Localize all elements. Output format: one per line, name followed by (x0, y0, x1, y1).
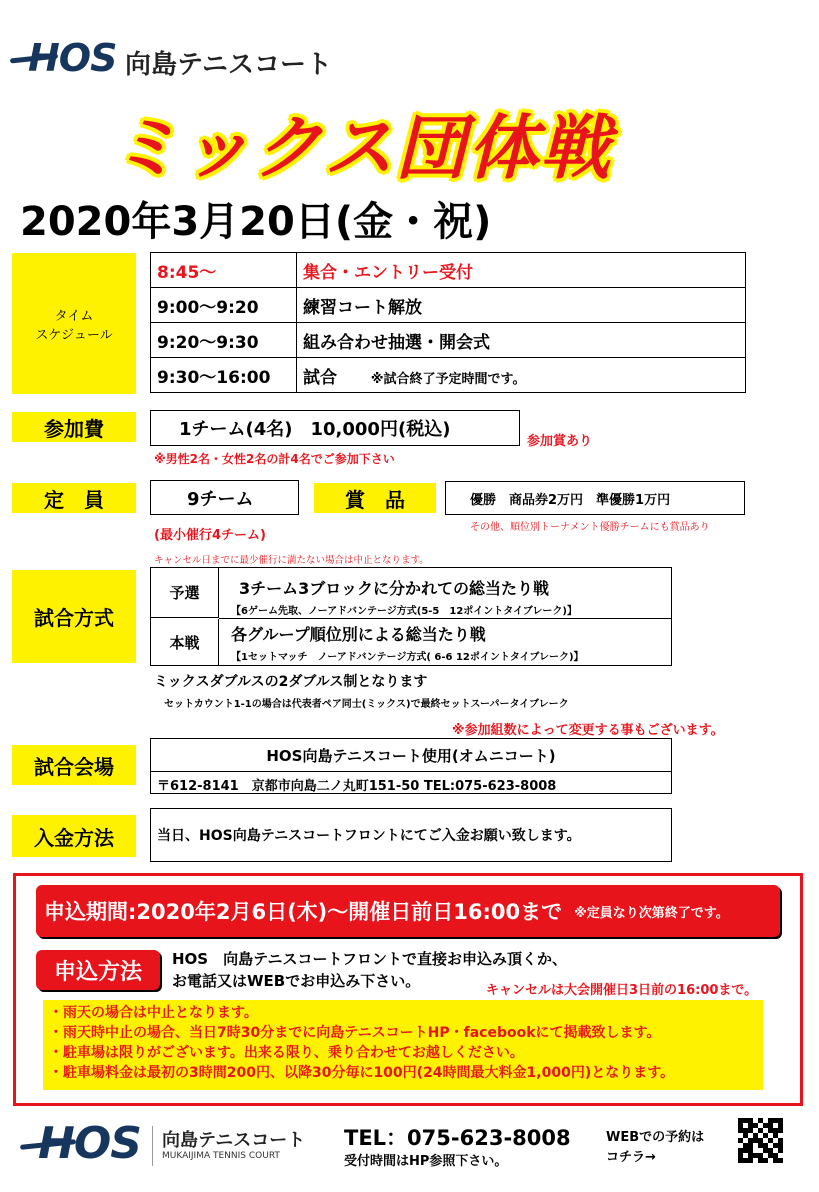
application-period-bar (36, 885, 780, 937)
format-label: 試合方式 (12, 570, 136, 663)
prize-label: 賞 品 (314, 483, 436, 513)
venue-name: HOS向島テニスコート使用(オムニコート) (266, 747, 556, 765)
method-label: 申込方法 (36, 950, 160, 990)
note-rain: ・雨天の場合は中止となります。 (49, 1005, 258, 1021)
application-period-note: ※定員なり次第終了です。 (574, 905, 729, 921)
logo-text: HOS (28, 36, 117, 80)
footer-venue-roman: MUKAIJIMA TENNIS COURT (162, 1151, 280, 1161)
footer-divider (152, 1126, 153, 1166)
qr-code[interactable] (738, 1118, 783, 1163)
schedule-note: ※試合終了予定時間です。 (370, 371, 526, 387)
event-date: 2020年3月20日(金・祝) (20, 199, 492, 245)
footer-venue-name: 向島テニスコート (162, 1130, 306, 1151)
payment-label: 入金方法 (12, 815, 136, 857)
prize-value: 優勝 商品券2万円 準優勝1万円 (445, 481, 745, 515)
footer-logo (20, 1118, 145, 1170)
footer-hours-note: 受付時間はHP参照下さい。 (344, 1154, 508, 1169)
schedule-event: 練習コート解放 (297, 288, 746, 323)
qualifier-title: 3チーム3ブロックに分かれての総当たり戦 (239, 579, 549, 598)
fee-value: 1チーム(4名) 10,000円(税込) (150, 410, 520, 446)
note-parking-fee: ・駐車場料金は最初の3時間200円、以降30分毎に100円(24時間最大料金1,000円)となります。 (49, 1065, 675, 1081)
venue-label: 試合会場 (12, 745, 136, 785)
venue-box (150, 738, 672, 794)
schedule-event: 試合 (303, 367, 337, 388)
format-box (150, 567, 672, 666)
footer-web-line2: コチラ→ (606, 1150, 656, 1165)
table-row (151, 323, 746, 358)
schedule-time: 9:20～9:30 (151, 323, 297, 358)
main-title: 各グループ順位別による総当たり戦 (231, 625, 486, 644)
setcount-note: セットカウント1-1の場合は代表者ペア同士(ミックス)で最終セットスーパータイブレーク (164, 699, 569, 710)
method-line2: お電話又はWEBでお申込み下さい。 (172, 972, 421, 990)
schedule-event: 組み合わせ抽選・開会式 (297, 323, 746, 358)
prize-note: その他、順位別トーナメント優勝チームにも賞品あり (470, 522, 710, 533)
capacity-value: 9チーム (150, 480, 299, 515)
footer-logo-text: HOS (38, 1118, 141, 1169)
schedule-time: 9:30～16:00 (151, 358, 297, 393)
footer-tel: TEL：075-623-8008 (344, 1126, 571, 1150)
note-rain-cancel: ・雨天時中止の場合、当日7時30分までに向島テニスコートHP・facebookにて掲載致します。 (49, 1025, 661, 1041)
schedule-label-line2: スケジュール (35, 327, 113, 343)
schedule-event: 集合・エントリー受付 (297, 253, 746, 288)
change-note: ※参加組数によって変更する事もございます。 (452, 723, 724, 738)
page-title: ミックス団体戦 (110, 107, 612, 189)
fee-badge: 参加賞あり (527, 434, 593, 449)
main-detail: 【1セットマッチ ノーアドバンテージ方式( 6-6 12ポイントタイブレーク)】 (231, 652, 584, 663)
notes-box (43, 1000, 763, 1090)
capacity-cancel-note: キャンセル日までに最少催行に満たない場合は中止となります。 (154, 555, 429, 566)
note-parking: ・駐車場は限りがございます。出来る限り、乗り合わせてお越しください。 (49, 1045, 524, 1061)
table-row (151, 288, 746, 323)
fee-label: 参加費 (12, 412, 136, 442)
doubles-note: ミックスダブルスの2ダブルス制となります (154, 674, 428, 690)
application-cancel-note: キャンセルは大会開催日3日前の16:00まで。 (486, 983, 758, 998)
capacity-label: 定 員 (12, 483, 136, 513)
schedule-time: 8:45～ (151, 253, 297, 288)
main-label: 本戦 (151, 619, 219, 665)
method-line1: HOS 向島テニスコートフロントで直接お申込み頂くか、 (172, 950, 568, 968)
header-logo (10, 36, 120, 80)
qualifier-label: 予選 (151, 568, 219, 618)
fee-note: ※男性2名・女性2名の計4名でご参加下さい (154, 452, 395, 466)
schedule-table (150, 252, 746, 393)
schedule-time: 9:00～9:20 (151, 288, 297, 323)
venue-divider (151, 771, 671, 772)
table-row (151, 358, 746, 393)
application-period: 申込期間:2020年2月6日(木)～開催日前日16:00まで (44, 900, 563, 924)
schedule-event-cell (297, 358, 746, 393)
qualifier-detail: 【6ゲーム先取、ノーアドバンテージ方式(5-5 12ポイントタイブレーク)】 (231, 606, 577, 617)
schedule-label (12, 253, 136, 394)
format-divider (219, 618, 671, 619)
table-row (151, 253, 746, 288)
payment-text: 当日、HOS向島テニスコートフロントにてご入金お願い致します。 (150, 808, 672, 862)
venue-address: 〒612-8141 京都市向島二ノ丸町151-50 TEL:075-623-8008 (157, 779, 557, 794)
capacity-min-note: (最小催行4チーム) (154, 528, 266, 543)
schedule-label-line1: タイム (54, 308, 94, 324)
footer-web-line1: WEBでの予約は (606, 1130, 705, 1145)
header-venue-name: 向島テニスコート (125, 50, 332, 80)
